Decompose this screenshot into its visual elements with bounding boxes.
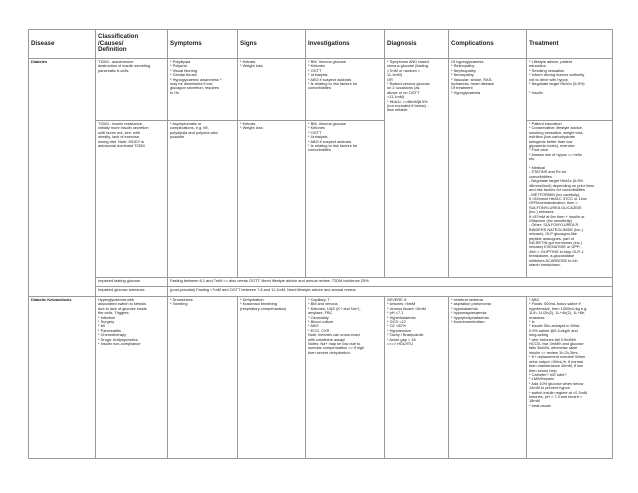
t2-signs: * Ketosis * Weight loss	[238, 121, 306, 278]
header-complications: Complications	[449, 30, 527, 59]
t2-symptoms: * Asymptomatic or complications, e.g. MI, polydipsia and polyuria also possible	[168, 121, 238, 278]
dka-investigations: * Capillary, T * BM and venous * Ketones, U&E (K+ and Na+), amylase, FBC * Osmolality * Blood culture * ABG * ECG, CXR Note: ketones can cross-react with creatinine assay! Notes: Na+ may be low due to osmolar compensation => if high then severe dehydration.	[306, 297, 385, 459]
table-row-t1dm	[29, 59, 613, 121]
dka-complications: * cerebral oedema * aspiration pneumonia * hypokalaemia * hypomagnesaemia * hypophosphataemia * thromboembolism	[449, 297, 527, 459]
impaired-tolerance-text: (post-prandial) Fasting <7mM and OGTT between 7.8 and 11.1mM. Need lifestyle advice and annual review.	[168, 287, 613, 297]
t1-signs: * Ketosis * Weight loss	[238, 59, 306, 121]
header-row	[29, 30, 613, 59]
dka-symptoms: * Drowsiness * Vomiting	[168, 297, 238, 459]
clinical-notes-table	[28, 29, 613, 459]
header-signs: Signs	[238, 30, 306, 59]
impaired-fasting-label: Impaired fasting glucose	[96, 278, 168, 287]
dka-signs: * Dehydration * Kussmaul breathing (respiratory compensation)	[238, 297, 306, 459]
t2-treatment: * Patient education * Conservative: lifestyle advice, smoking cessation, weight loss, nutrition (low carbohydrate ketogenic better than low glycaemic index), exercise * Foot care * Assess risk of hypos => hello etc. * Medical - STATINS and Rx for comorbidities - Negotiate target HbA1c (6.5% 48mmol/mol) depending on prior lines and risk factors for comorbidities - METFORMIN (inc carefully), if >52mmol HbA1C 3TCC or 1low GFR/contraindicated, then = SULFONYLUREA GLICAZIDE (inc.) releases. if >57mM at 6m then + insulin or Glitazone (inc sensitivity) - Other: SULFONYLUREA R. BINDERS NATEGLINIDE (inc.) release), GLP glucagon-like peptide analogues, part of INCRETIN gut hormones (inc.) release) EXENATIDE or DPP- 4inh = GLIPTINS to stop GLP-1 breakdown, a-glucosidase inhibitors ACARBOSE to inh starch breakdown.	[527, 121, 613, 278]
table-row-impaired-tolerance	[29, 287, 613, 297]
diabetes-complications: Of hyperglycaemia * Retinopathy * Nephropathy * Neuropathy * Vascular: stroke, RAS, ischaemia, heart disease Of treatment * Hypoglycaemia	[449, 59, 527, 278]
t2-investigations: * BM, Venous glucose * Ketones * OGTT * Urinalysis * ABG if suspect acidosis * Is relating to risk factors for comorbidities	[306, 121, 385, 278]
t1-treatment: * Lifestyle advice, patient education * Smoking cessation * Inform driving licence authority not to drive with hypos * Negotiate target HbA1c (6.5%) * Insulin	[527, 59, 613, 121]
diabetes-diagnosis: * Symptoms AND raised venous glucose (fasting >7mM or random > 11.1mM) OR * Raised venous glucose on 2 occasions (as above or on OGTT >11.1mM) * HbA1c >=48mM(6.5% (not excluded if below) - less reliable	[385, 59, 449, 278]
header-diagnosis: Diagnosis	[385, 30, 449, 59]
t1-classification: T1DM - autoimmune destruction of insulin secreting pancreatic b-cells.	[96, 59, 168, 121]
t2-classification: T2DM - insulin resistance, initially more insulin secretion until burns out, see. with obesity, lack of exercise, wrong diet. Note: MODY is autosomal dominant T2DM	[96, 121, 168, 278]
header-disease: Disease	[29, 30, 96, 59]
dka-classification: Hyperglycaemia with associated switch to ketosis due to lack of glucose inside the cells. Triggers: * Infection * Surgery * MI * Pancreatitis * Chemotherapy * Drugs: Antipsychotics * Insulin non-compliance	[96, 297, 168, 459]
impaired-fasting-text: Fasting between 6.1 and 7mM => also needs OGTT. Need lifestyle advice and annual review. T2DM incidence 25%.	[168, 278, 613, 287]
disease-diabetes: Diabetes	[29, 59, 96, 297]
dka-treatment: * ABC * Fluids: 500mL bolus saline if hypotensive, then 1000mL/kg e.g. 1L/h, 1L/2h(2), 1L+4h(2), 1L+8h, reassess * Ix * Insulin 50u actrapid in 50mL 0.9% saline @0.1u/kg/h and long-acting * aim: ketones fall 0.5mM/h HCO3- rise 3mM/h and glucose falls 3mM/h, otherwise raise insulin => review 1h,2h,3hrs. * K+ replacement needed! When urine output >30mL/h, if normal then maintenance 40mM, if low then senior help * Catheter? NG tube? * LMWHeparin * Add 10% glucose when below 14mM to prevent hypos * switch insulin regime at <0.3mM ketones, pH > 7.3 and bicarb > 18mM * treat cause	[527, 297, 613, 459]
header-investigations: Investigations	[306, 30, 385, 59]
table-row-impaired-fasting	[29, 278, 613, 287]
header-classification: Classification /Causes/ Definition	[96, 30, 168, 59]
header-symptoms: Symptoms	[168, 30, 238, 59]
t1-symptoms: * Polydipsia * Polyuria * Visual blurring * Genital thrush * Hypoglycaemic awareness * may be diminished if low glucagon secretion; requires In Hx	[168, 59, 238, 121]
impaired-tolerance-label: Impaired glucose tolerance	[96, 287, 168, 297]
disease-dka: Diabetic Ketoacidosis	[29, 297, 96, 459]
dka-diagnosis: SEVERE if: * ketones >6mM * venous bicarb <5mM * pH <7.1 * Hyperkalaemia * GCS <12 * O2 <92% * Hypotensive * Tachy / Bradycardic * Anion gap > 16 ===> HDU/ITU	[385, 297, 449, 459]
header-treatment: Treatment	[527, 30, 613, 59]
t1-investigations: * BM, Venous glucose * Ketones * OGTT * Urinalysis * ABG if suspect acidosis * Is relating to risk factors for comorbidities	[306, 59, 385, 121]
table-row-dka	[29, 297, 613, 459]
